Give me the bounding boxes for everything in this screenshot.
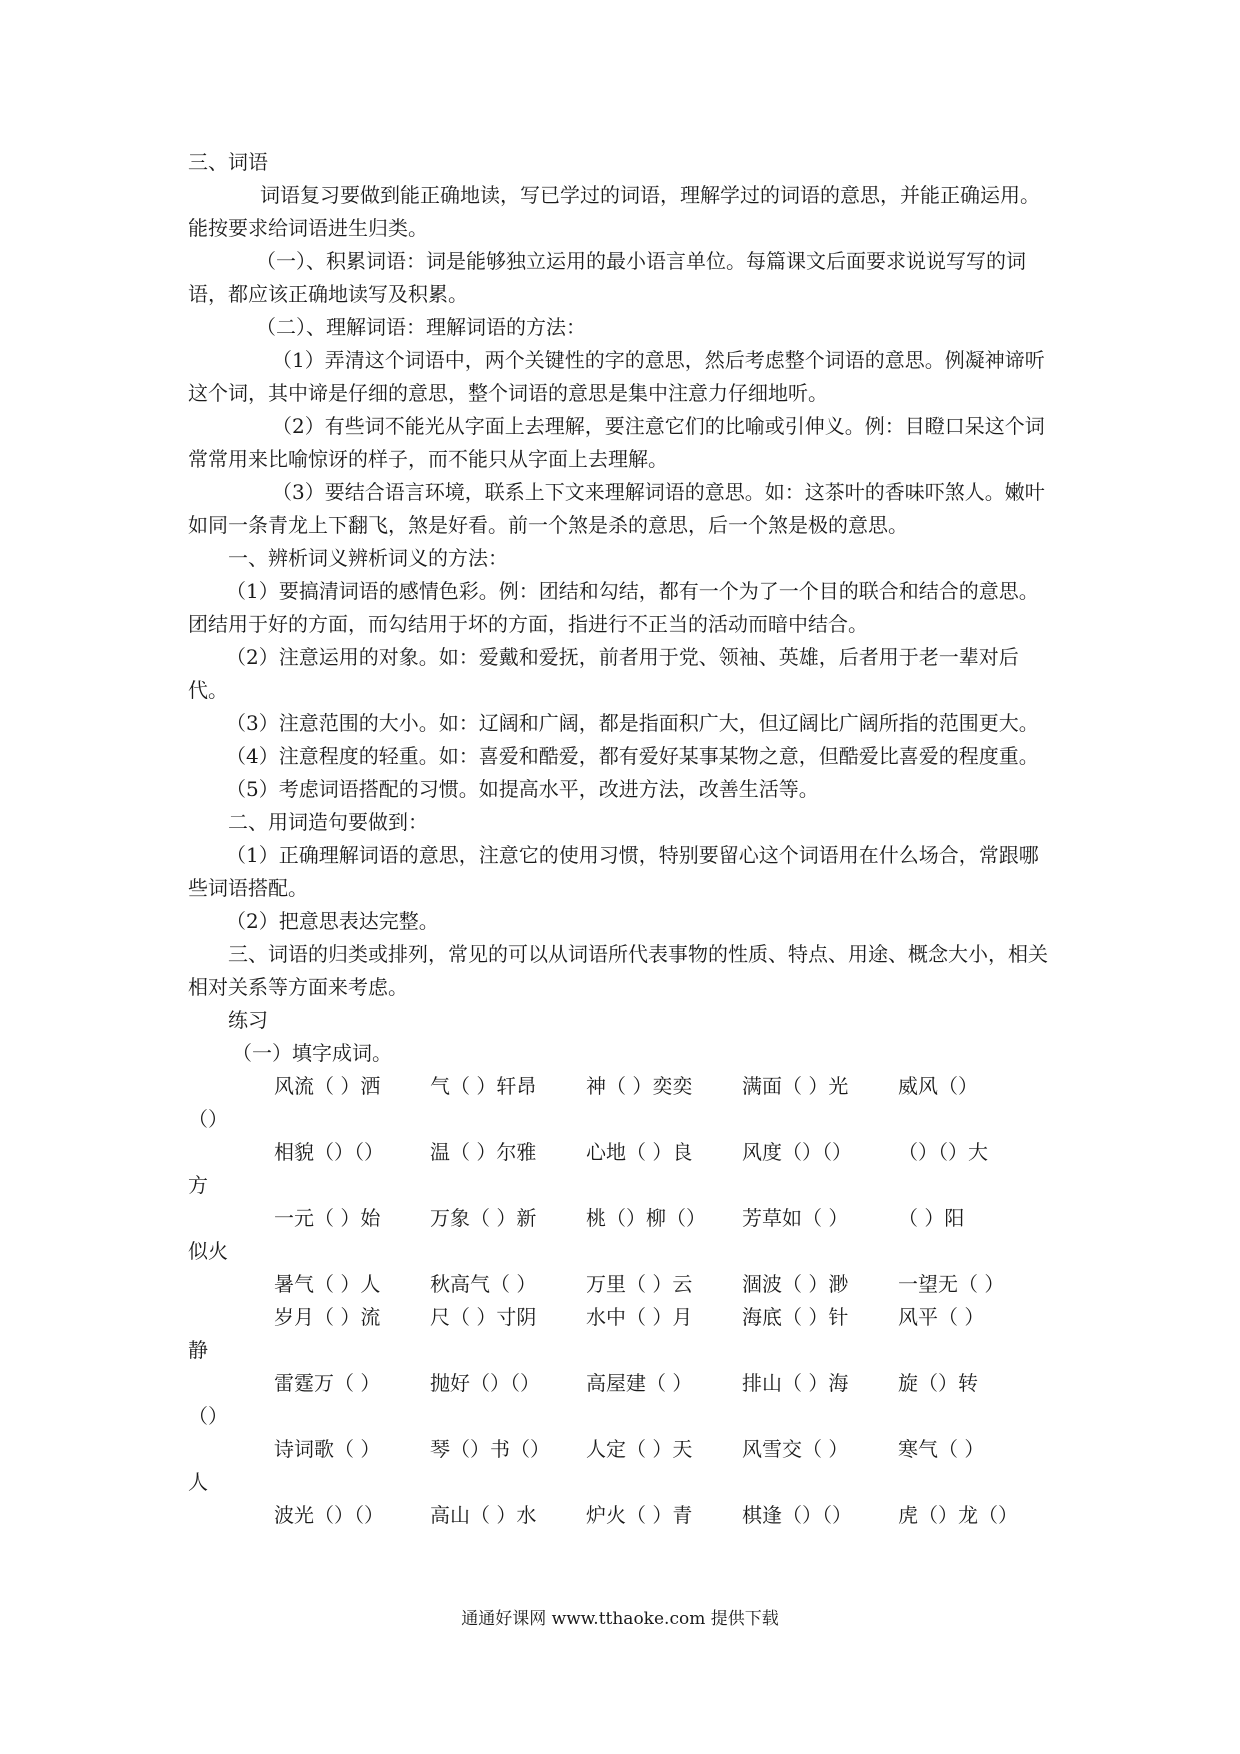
fill-blank-item: 涸波（ ）渺 xyxy=(742,1272,849,1296)
fill-blank-item: 人定（ ）天 xyxy=(586,1437,693,1461)
fill-blank-item: 岁月（ ）流 xyxy=(274,1305,381,1329)
fill-blank-item: 暑气（ ）人 xyxy=(274,1272,381,1296)
fill-blank-wrap: 方 xyxy=(188,1173,208,1197)
fill-blank-wrap: 静 xyxy=(188,1338,208,1362)
grid-row-6 xyxy=(188,1367,1058,1433)
section-5-classify: 三、词语的归类或排列，常见的可以从词语所代表事物的性质、特点、用途、概念大小，相关相对关系等方面来考虑。 xyxy=(188,942,1048,999)
fill-blank-item: 高屋建（ ） xyxy=(586,1371,693,1395)
fill-blank-item: （）（）大 xyxy=(898,1140,988,1164)
fill-blank-item: 风雪交（ ） xyxy=(742,1437,849,1461)
fill-blank-item: 风平（ ） xyxy=(898,1305,985,1329)
fill-blank-item: 炉火（ ）青 xyxy=(586,1503,693,1527)
fill-in-grid xyxy=(188,1070,1058,1532)
fill-blank-item: 海底（ ）针 xyxy=(742,1305,849,1329)
grid-row-1 xyxy=(188,1070,1058,1136)
fill-blank-item: 威风（） xyxy=(898,1074,978,1098)
page-footer: 通通好课网 www.tthaoke.com 提供下载 xyxy=(461,1609,779,1629)
section-1-accumulate: （一）、积累词语：词是能够独立运用的最小语言单位。每篇课文后面要求说说写写的词语，都应该正确地读写及积累。 xyxy=(188,249,1026,306)
fill-blank-item: 旋（）转 xyxy=(898,1371,978,1395)
section-3-item: （3）注意范围的大小。如：辽阔和广阔，都是指面积广大，但辽阔比广阔所指的范围更大。 xyxy=(226,711,1039,735)
section-2-item: （2）有些词不能光从字面上去理解，要注意它们的比喻或引伸义。例：目瞪口呆这个词常常用来比喻惊讶的样子，而不能只从字面上去理解。 xyxy=(188,414,1045,471)
fill-blank-item: （ ）阳 xyxy=(898,1206,965,1230)
task-1-heading: （一）填字成词。 xyxy=(232,1041,392,1065)
grid-row-3 xyxy=(188,1202,1058,1268)
fill-blank-item: 气（ ）轩昂 xyxy=(430,1074,537,1098)
fill-blank-item: 寒气（ ） xyxy=(898,1437,985,1461)
grid-row-5 xyxy=(188,1301,1058,1367)
section-3-item: （4）注意程度的轻重。如：喜爱和酷爱，都有爱好某事某物之意，但酷爱比喜爱的程度重。 xyxy=(226,744,1039,768)
intro-paragraph: 词语复习要做到能正确地读，写已学过的词语，理解学过的词语的意思，并能正确运用。能按要求给词语进生归类。 xyxy=(188,183,1040,240)
section-4-item: （2）把意思表达完整。 xyxy=(226,909,439,933)
fill-blank-item: 琴（）书（） xyxy=(430,1437,550,1461)
fill-blank-item: 风度（）（） xyxy=(742,1140,852,1164)
grid-row-7 xyxy=(188,1433,1058,1499)
fill-blank-item: 水中（ ）月 xyxy=(586,1305,693,1329)
fill-blank-item: 波光（）（） xyxy=(274,1503,384,1527)
fill-blank-item: 秋高气（ ） xyxy=(430,1272,537,1296)
fill-blank-wrap: （） xyxy=(188,1404,228,1428)
fill-blank-item: 排山（ ）海 xyxy=(742,1371,849,1395)
fill-blank-wrap: 人 xyxy=(188,1470,208,1494)
section-3-item: （5）考虑词语搭配的习惯。如提高水平，改进方法，改善生活等。 xyxy=(226,777,819,801)
grid-row-4 xyxy=(188,1268,1058,1301)
fill-blank-item: 万里（ ）云 xyxy=(586,1272,693,1296)
section-4-item: （1）正确理解词语的意思，注意它的使用习惯，特别要留心这个词语用在什么场合，常跟哪些词语搭配。 xyxy=(188,843,1039,900)
fill-blank-item: 尺（ ）寸阴 xyxy=(430,1305,537,1329)
section-3-item: （2）注意运用的对象。如：爱戴和爱抚，前者用于党、领袖、英雄，后者用于老一辈对后代。 xyxy=(188,645,1019,702)
grid-row-8 xyxy=(188,1499,1058,1532)
fill-blank-item: 一望无（ ） xyxy=(898,1272,1005,1296)
fill-blank-item: 神（ ）奕奕 xyxy=(586,1074,693,1098)
fill-blank-item: 桃（）柳（） xyxy=(586,1206,706,1230)
section-2-understand: （二）、理解词语：理解词语的方法： xyxy=(256,315,586,339)
fill-blank-item: 芳草如（ ） xyxy=(742,1206,849,1230)
grid-row-2 xyxy=(188,1136,1058,1202)
fill-blank-item: 心地（ ）良 xyxy=(586,1140,693,1164)
practice-heading: 练习 xyxy=(228,1008,268,1032)
fill-blank-item: 高山（ ）水 xyxy=(430,1503,537,1527)
fill-blank-item: 棋逢（）（） xyxy=(742,1503,852,1527)
fill-blank-item: 诗词歌（ ） xyxy=(274,1437,381,1461)
fill-blank-item: 相貌（）（） xyxy=(274,1140,384,1164)
fill-blank-item: 温（ ）尔雅 xyxy=(430,1140,537,1164)
fill-blank-item: 满面（ ）光 xyxy=(742,1074,849,1098)
fill-blank-item: 虎（）龙（） xyxy=(898,1503,1018,1527)
fill-blank-wrap: 似火 xyxy=(188,1239,228,1263)
document-body xyxy=(188,146,1058,1532)
section-3-discriminate: 一、辨析词义辨析词义的方法： xyxy=(228,546,508,570)
fill-blank-item: 一元（ ）始 xyxy=(274,1206,381,1230)
section-heading: 三、词语 xyxy=(188,150,268,174)
fill-blank-wrap: （） xyxy=(188,1107,228,1131)
section-2-item: （1）弄清这个词语中，两个关键性的字的意思，然后考虑整个词语的意思。例凝神谛听这个词，其中谛是仔细的意思，整个词语的意思是集中注意力仔细地听。 xyxy=(188,348,1045,405)
section-3-item: （1）要搞清词语的感情色彩。例：团结和勾结，都有一个为了一个目的联合和结合的意思。团结用于好的方面，而勾结用于坏的方面，指进行不正当的活动而暗中结合。 xyxy=(188,579,1039,636)
section-2-item: （3）要结合语言环境，联系上下文来理解词语的意思。如：这茶叶的香味吓煞人。嫩叶如同一条青龙上下翻飞，煞是好看。前一个煞是杀的意思，后一个煞是极的意思。 xyxy=(188,480,1045,537)
fill-blank-item: 抛好（）（） xyxy=(430,1371,540,1395)
fill-blank-item: 雷霆万（ ） xyxy=(274,1371,381,1395)
fill-blank-item: 万象（ ）新 xyxy=(430,1206,537,1230)
section-4-sentences: 二、用词造句要做到： xyxy=(228,810,428,834)
fill-blank-item: 风流（ ）洒 xyxy=(274,1074,381,1098)
